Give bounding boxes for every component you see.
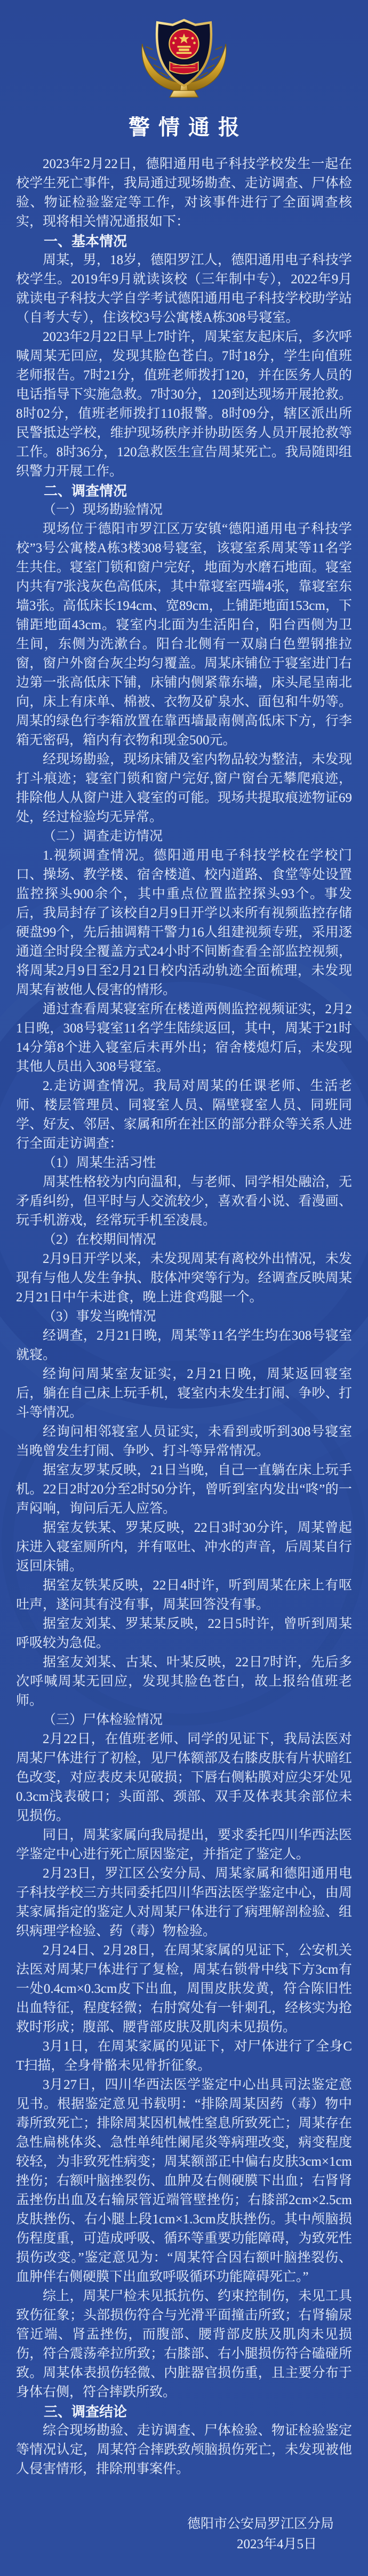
- section-heading: 二、调查情况: [44, 483, 127, 499]
- paragraph: 通过查看周某寝室所在楼道两侧监控视频证实，2月21日晚，308号寝室11名学生陆续返回，其中，周某于21时14分第8个进入寝室后未再外出；宿舍楼熄灯后，未发现其他人员出入308号寝室。: [16, 1002, 352, 1074]
- paragraph: 据室友刘某、古某、叶某反映，22日7时许，先后多次呼喊周某无回应，发现其脸色苍白，故上报给值班老师。: [16, 1655, 352, 1708]
- signature-block: [16, 2514, 352, 2555]
- sub-section-heading: （三）尸体检验情况: [43, 1713, 163, 1727]
- issue-date: 2023年4月5日: [236, 2537, 317, 2551]
- section-heading: 一、基本情况: [44, 233, 127, 249]
- paragraph: 2月24日、2月28日，在周某家属的见证下，公安机关法医对周某尸体进行了复检，周某右锁骨中线下方3cm有一处0.4cm×0.3cm皮下出血，周围皮肤发黄，符合陈旧性出血特征，程度轻微；右肘窝处有一针刺孔，经核实为抢救时形成；腹部、腰背部皮肤及肌肉未见损伤。: [16, 1943, 352, 2034]
- paragraph: 3月27日，四川华西法医学鉴定中心出具司法鉴定意见书。根据鉴定意见书载明：“排除周某因药（毒）物中毒所致死亡；排除周某因机械性窒息所致死亡；周某存在急性扁桃体炎、急性单纯性阑尾炎等病理改变，病变程度较轻，为非致死性病变；周某额部正中偏右皮肤3cm×1cm挫伤；右额叶脑挫裂伤、血肿及右侧硬膜下出血；右肾肾盂挫伤出血及右输尿管近端管壁挫伤；右膝部2cm×2.5cm皮肤挫伤、右小腿上段1cm×1.3cm皮肤挫伤。其中颅脑损伤程度重，可造成呼吸、循环等重要功能障碍，为致死性损伤改变。”鉴定意见为：“周某符合因右额叶脑挫裂伤、血肿伴右侧硬膜下出血致呼吸循环功能障碍死亡。”: [16, 2078, 352, 2284]
- paragraph: 综上，周某尸检未见抵抗伤、约束控制伤，未见工具致伤征象；头部损伤符合与光滑平面撞击所致；右肾输尿管近端、肾盂挫伤，而腹部、腰背部皮肤及肌肉未见损伤，符合震荡牵拉所致；右膝部、右小腿损伤符合磕碰所致。周某体表损伤轻微、内脏器官损伤重，且主要分布于身体右侧，符合摔跌所致。: [16, 2289, 352, 2399]
- paragraph: 现场位于德阳市罗江区万安镇“德阳通用电子科技学校”3号公寓楼A栋3楼308号寝室，该寝室系周某等11名学生共住。寝室门锁和窗户完好，地面为水磨石地面。寝室内共有7张浅灰色高低床，其中靠寝室西墙4张，靠寝室东墙3张。高低床长194cm、宽89cm，上铺距地面153cm，下铺距地面43cm。寝室内北面为生活阳台，阳台西侧为卫生间，东侧为洗漱台。阳台北侧有一双扇白色塑钢推拉窗，窗户外窗台灰尘均匀覆盖。周某床铺位于寝室进门右边第一张高低床下铺，床铺内侧紧靠东墙，床头尾呈南北向，床上有床单、棉被、衣物及矿泉水、面包和牛奶等。周某的绿色行李箱放置在靠西墙最南侧高低床下方，行李箱无密码，箱内有衣物和现金500元。: [16, 522, 352, 748]
- page-title: 警情通报: [129, 116, 248, 139]
- section-heading: 三、调查结论: [44, 2404, 127, 2420]
- sub-section-heading: （二）调查走访情况: [43, 829, 163, 844]
- paragraph: 3月1日，在周某家属的见证下，对尸体进行了全身CT扫描，全身骨骼未见骨折征象。: [16, 2039, 352, 2073]
- notice-header: [16, 15, 352, 141]
- paragraph: 综合现场勘验、走访调查、尸体检验、物证检验鉴定等情况认定，周某符合摔跌致颅脑损伤死亡，未发现被他人侵害情形，排除刑事案件。: [16, 2423, 352, 2476]
- paragraph: 经现场勘验，现场床铺及室内物品较为整洁，未发现打斗痕迹；寝室门锁和窗户完好,窗户窗台无攀爬痕迹，排除他人从窗户进入寝室的可能。现场共提取痕迹物证69处，经过检验均无异常。: [16, 752, 352, 824]
- paragraph: 据室友铁某、罗某反映，22日3时30分许，周某曾起床进入寝室厕所内，并有呕吐、冲水的声音，后周某自行返回床铺。: [16, 1521, 352, 1573]
- paragraph: 2月23日，罗江区公安分局、周某家属和德阳通用电子科技学校三方共同委托四川华西法医学鉴定中心，由周某家属指定的鉴定人对周某尸体进行了病理解剖检验、组织病理学检验、药（毒）物检验。: [16, 1866, 352, 1938]
- paragraph: 2月22日，在值班老师、同学的见证下，我局法医对周某尸体进行了初检，见尸体额部及右膝皮肤有片状暗红色改变，对应表皮未见破损；下唇右侧粘膜对应尖牙处见0.3cm浅表破口；头面部、颈部、双手及体表其余部位未见损伤。: [16, 1732, 352, 1823]
- issuing-authority: 德阳市公安局罗江区分局: [187, 2517, 334, 2531]
- paragraph: 2023年2月22日，德阳通用电子科技学校发生一起在校学生死亡事件，我局通过现场勘查、走访调查、尸体检验、物证检验鉴定等工作，对该事件进行了全面调查核实，现将相关情况通报如下：: [16, 157, 352, 229]
- paragraph: 周某，男，18岁，德阳罗江人，德阳通用电子科技学校学生。2019年9月就读该校（三年制中专），2022年9月就读电子科技大学自学考试德阳通用电子科技学校助学站（自考大专），住该校3号公寓楼A栋308号寝室。: [16, 253, 352, 325]
- police-badge-icon: [132, 16, 236, 103]
- paragraph: 同日，周某家属向我局提出，要求委托四川华西法医学鉴定中心进行死亡原因鉴定，并指定了鉴定人。: [16, 1828, 352, 1862]
- paragraph: 据室友罗某反映，21日当晚，自己一直躺在床上玩手机。22日2时20分至2时50分许，曾听到室内发出“咚”的一声闷响，询问后无人应答。: [16, 1463, 352, 1516]
- paragraph: 2023年2月22日早上7时许，周某室友起床后，多次呼喊周某无回应，发现其脸色苍白。7时18分，学生向值班老师报告。7时21分，值班老师拨打120，并在医务人员的电话指导下实施急救。7时30分，120到达现场开展抢救。8时02分，值班老师拨打110报警。8时09分，辖区派出所民警抵达学校，维护现场秩序并协助医务人员开展抢救等工作。8时36分，120急救医生宣告周某死亡。我局随即组织警力开展工作。: [16, 330, 352, 479]
- paragraph: 1.视频调查情况。德阳通用电子科技学校在学校门口、操场、教学楼、宿舍楼道、校内道路、食堂等处设置监控探头900余个，其中重点位置监控探头93个。事发后，我局封存了该校自2月9日开学以来所有视频监控存储硬盘99个，先后抽调精干警力16人组建视频专班，采用逐通道全时段全覆盖方式24小时不间断查看全部监控视频，将周某2月9日至2月21日校内活动轨迹全面梳理，未发现周某有被他人侵害的情形。: [16, 848, 352, 997]
- paragraph: 2.走访调查情况。我局对周某的任课老师、生活老师、楼层管理员、同寝室人员、隔壁寝室人员、同班同学、好友、邻居、家属和所在社区的部分群众等关系人进行全面走访调查：: [16, 1079, 352, 1151]
- paragraph: 周某性格较为内向温和，与老师、同学相处融洽，无矛盾纠纷，但平时与人交流较少，喜欢看小说、看漫画、玩手机游戏，经常玩手机至凌晨。: [16, 1175, 352, 1228]
- paragraph: 经调查，2月21日晚，周某等11名学生均在308号寝室就寝。: [16, 1329, 352, 1362]
- paragraph: 据室友铁某反映，22日4时许，听到周某在床上有呕吐声，遂问其有没有事，周某回答没有事。: [16, 1578, 352, 1612]
- sub-section-heading: （3）事发当晚情况: [43, 1309, 156, 1324]
- document-body: [16, 155, 352, 2479]
- paragraph: 经询问周某室友证实，2月21日晚，周某返回寝室后，躺在自己床上玩手机，寝室内未发生打闹、争吵、打斗等情况。: [16, 1367, 352, 1420]
- paragraph: 据室友刘某、罗某某反映，22日5时许，曾听到周某呼吸较为急促。: [16, 1617, 352, 1650]
- sub-section-heading: （2）在校期间情况: [43, 1233, 156, 1247]
- sub-section-heading: （1）周某生活习性: [43, 1156, 156, 1170]
- paragraph: 2月9日开学以来，未发现周某有离校外出情况，未发现有与他人发生争执、肢体冲突等行为。经调查反映周某2月21日中午未进食，晚上进食鸡腿一个。: [16, 1252, 352, 1305]
- paragraph: 经询问相邻寝室人员证实，未看到或听到308号寝室当晚曾发生打闹、争吵、打斗等异常情况。: [16, 1425, 352, 1458]
- sub-section-heading: （一）现场勘验情况: [43, 503, 163, 517]
